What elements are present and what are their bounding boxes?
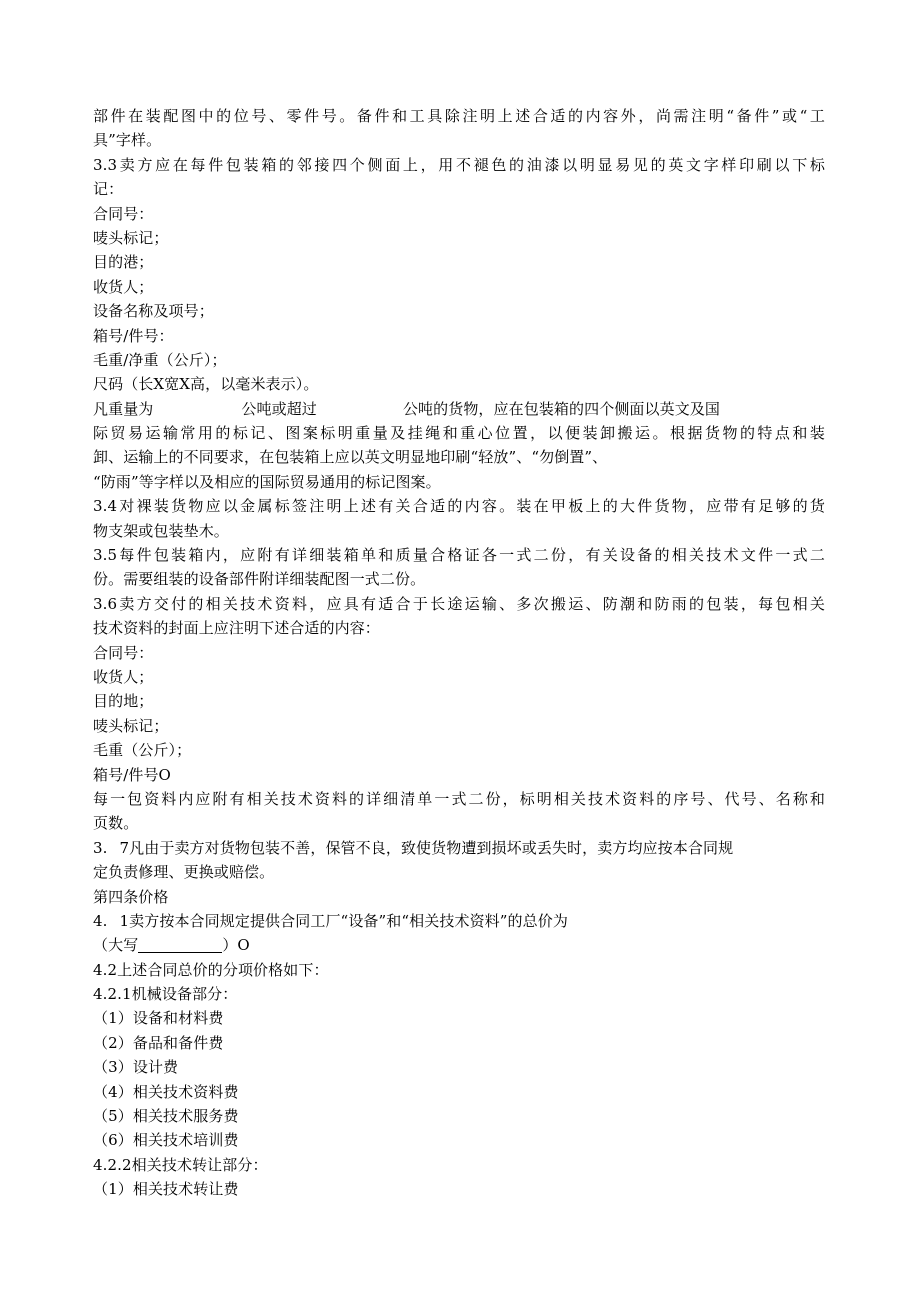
text-fragment: （大写 [93,936,139,955]
text-line: 具”字样。 [93,131,162,150]
text-line: 合同号： [93,643,154,662]
text-line: 毛重（公斤）； [93,741,192,760]
list-item: （3）设计费 [93,1058,179,1077]
document-body [93,104,833,1202]
text-line: 际贸易运输常用的标记、图案标明重量及挂绳和重心位置，以便装卸搬运。根据货物的特点和装 [93,424,825,443]
text-line: 技术资料的封面上应注明下述合适的内容： [93,619,380,638]
text-line: 4.2上述合同总价的分项价格如下： [93,960,329,979]
text-line: 收货人； [93,667,154,686]
text-line: 页数。 [93,814,139,833]
text-line: 目的港； [93,253,154,272]
list-item: （6）相关技术培训费 [93,1131,239,1150]
text-line: 3.5每件包装箱内，应附有详细装箱单和质量合格证各一式二份，有关设备的相关技术文件一式二 [93,546,825,565]
list-item: （4）相关技术资料费 [93,1082,239,1101]
text-line: 目的地； [93,692,154,711]
text-line: 份。需要组装的设备部件附详细装配图一式二份。 [93,570,426,589]
text-line: 毛重/净重（公斤）； [93,350,227,369]
total-price-line [93,933,833,957]
clause-3-7-line [93,836,833,860]
list-item: （2）备品和备件费 [93,1033,224,1052]
text-line: 3.3卖方应在每件包装箱的邻接四个侧面上，用不褪色的油漆以明显易见的英文字样印刷以下标 [93,155,825,174]
text-line: 收货人； [93,277,154,296]
text-line: 唛头标记； [93,716,169,735]
list-item: （5）相关技术服务费 [93,1107,239,1126]
text-line: 合同号： [93,204,154,223]
text-fragment: 4. [93,911,108,930]
text-fragment: 1卖方按本合同规定提供合同工厂“设备”和“相关技术资料”的总价为 [119,911,568,930]
text-line: 部件在装配图中的位号、零件号。备件和工具除注明上述合适的内容外，尚需注明“备件”或“工 [93,107,825,125]
text-line: 卸、运输上的不同要求，在包装箱上应以英文明显地印刷“轻放”、“勿倒置”、 [93,448,608,467]
list-item: （1）设备和材料费 [93,1009,224,1028]
text-line: 4.2.1机械设备部分： [93,985,238,1004]
text-line: 箱号/件号O [93,765,171,784]
text-line: 定负责修理、更换或赔偿。 [93,863,275,882]
text-line: 记： [93,180,124,199]
text-line: 每一包资料内应附有相关技术资料的详细清单一式二份，标明相关技术资料的序号、代号、名称和 [93,789,825,808]
text-fragment: 公吨的货物，应在包装箱的四个侧面以英文及国 [402,399,721,418]
text-line: 箱号/件号： [93,326,174,345]
text-line: 3.6卖方交付的相关技术资料，应具有适合于长途运输、多次搬运、防潮和防雨的包装，每包相关 [93,594,825,613]
text-fragment: 公吨或超过 [241,399,317,418]
text-fragment: 凡重量为 [93,399,154,418]
list-item: （1）相关技术转让费 [93,1180,239,1199]
text-line: 4.2.2相关技术转让部分： [93,1155,268,1174]
text-line: 3.4对裸装货物应以金属标签注明上述有关合适的内容。装在甲板上的大件货物，应带有足够的货 [93,497,825,516]
section-heading: 第四条价格 [93,887,169,906]
text-fragment: 7凡由于卖方对货物包装不善，保管不良，致使货物遭到损坏或丢失时，卖方均应按本合同规 [119,838,734,857]
text-line: 物支架或包装垫木。 [93,521,229,540]
text-line: 唛头标记； [93,228,169,247]
clause-4-1-line [93,909,833,933]
text-line: 设备名称及项号； [93,302,214,321]
text-fragment: ）O [222,936,250,955]
text-line: “防雨”等字样以及相应的国际贸易通用的标记图案。 [93,472,441,491]
fill-in-blank [138,937,222,953]
weight-line [93,397,833,421]
text-line: 尺码（长X宽X高，以毫米表示）。 [93,375,319,394]
text-fragment: 3. [93,838,108,857]
